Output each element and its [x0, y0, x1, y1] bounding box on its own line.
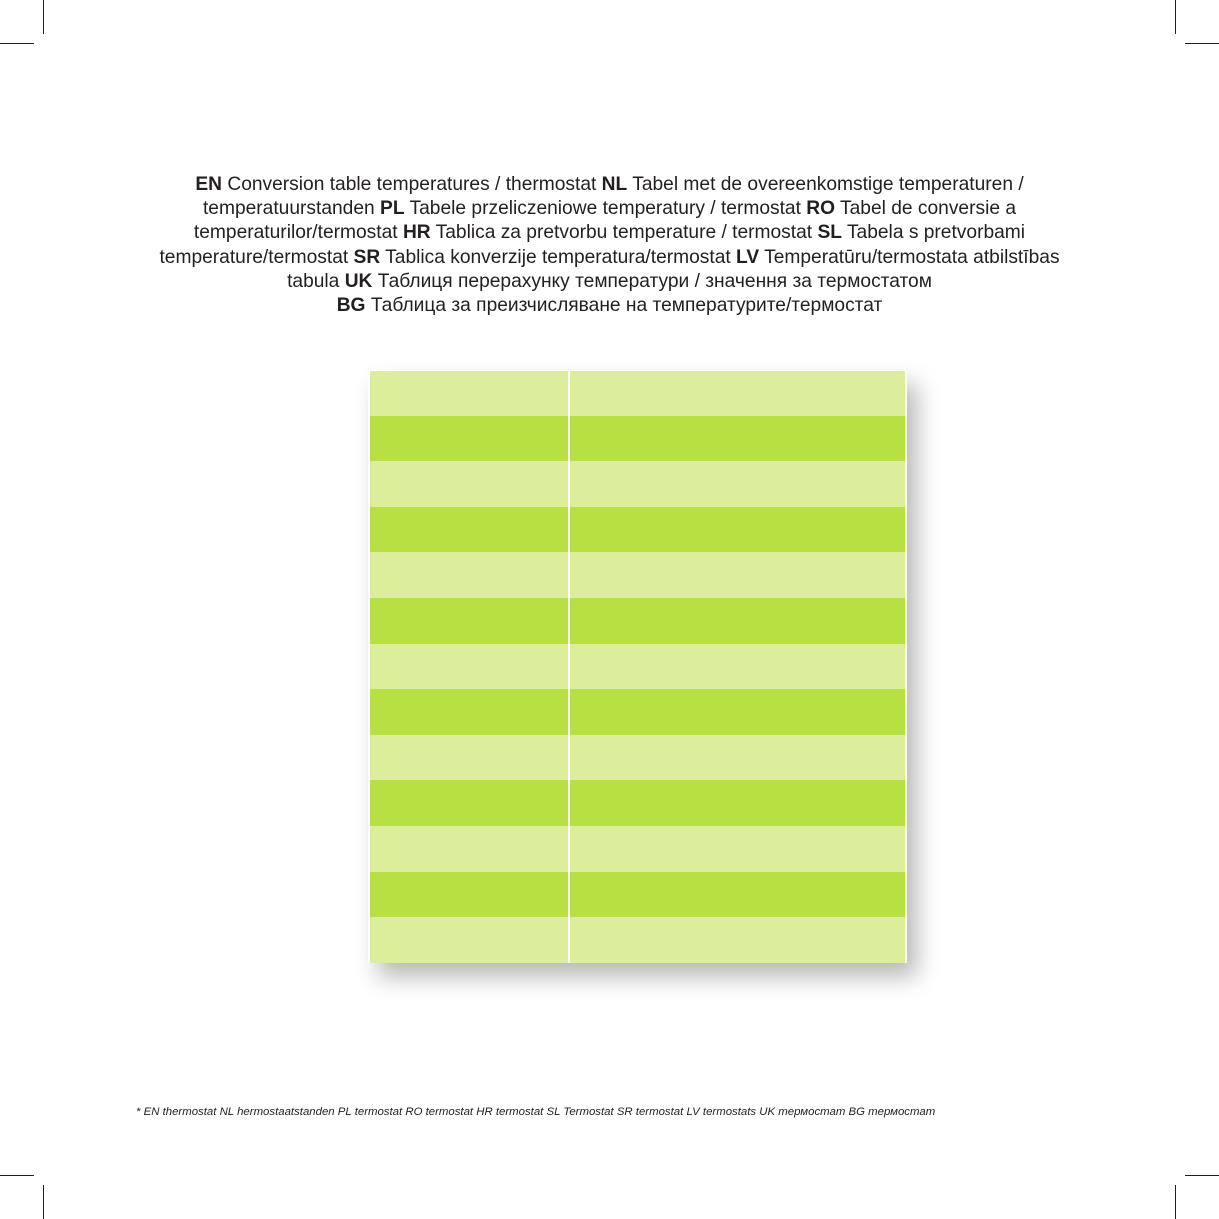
- title-text: Таблиця перерахунку температури / значення за термостатом: [372, 270, 932, 292]
- footnote-text: termostat: [351, 1106, 406, 1118]
- crop-mark: [43, 1185, 44, 1219]
- table-row: [368, 507, 907, 553]
- language-code: SL: [546, 1106, 561, 1118]
- language-code: UK: [759, 1106, 776, 1118]
- language-code: SR: [353, 246, 381, 268]
- crop-mark: [43, 0, 44, 34]
- language-code: BG: [336, 295, 366, 317]
- footnote-text: termostats: [699, 1106, 760, 1118]
- title-text: Tablica za pretvorbu temperature / termostat: [430, 222, 818, 244]
- footnote-text: hermostaatstanden: [233, 1106, 338, 1118]
- language-code: UK: [344, 270, 373, 292]
- title-text: Таблица за преизчисляване на температурите/термостат: [365, 295, 883, 317]
- temperature-cell: [370, 872, 568, 918]
- language-code: PL: [380, 198, 405, 220]
- language-code: PL: [337, 1106, 352, 1118]
- table-row: [368, 552, 907, 598]
- temperature-cell: [370, 826, 568, 872]
- thermostat-cell: [570, 371, 905, 416]
- conversion-table: [368, 370, 907, 963]
- thermostat-cell: [570, 917, 905, 963]
- footnote-text: термостат: [775, 1106, 849, 1118]
- title-text: Tabela s pretvorbami temperature/termostat: [159, 222, 1026, 268]
- table-row: [368, 644, 907, 690]
- table-row: [368, 598, 907, 644]
- temperature-cell: [370, 552, 568, 598]
- temperature-cell: [370, 917, 568, 963]
- title-text: Tabel met de overeenkomstige temperaturen / temperatuurstanden: [202, 174, 1024, 220]
- thermostat-cell: [570, 826, 905, 872]
- thermostat-cell: [570, 735, 905, 781]
- thermostat-cell: [570, 780, 905, 826]
- title-text: Conversion table temperatures / thermostat: [222, 174, 602, 195]
- language-code: RO: [405, 1106, 423, 1118]
- language-code: HR: [476, 1106, 493, 1118]
- footnote-text: thermostat: [159, 1106, 220, 1118]
- thermostat-cell: [570, 552, 905, 598]
- title-text: Temperatūru/termostata atbilstības tabula: [287, 246, 1060, 292]
- language-code: SL: [817, 222, 842, 244]
- table-row: [368, 461, 907, 507]
- crop-mark: [1185, 43, 1219, 44]
- table-row: [368, 780, 907, 826]
- temperature-cell: [370, 644, 568, 690]
- table-row: [368, 416, 907, 462]
- temperature-cell: [370, 735, 568, 781]
- temperature-cell: [370, 461, 568, 507]
- temperature-cell: [370, 371, 568, 416]
- language-code: LV: [686, 1106, 700, 1118]
- table-row: [368, 370, 907, 416]
- crop-mark: [0, 43, 34, 44]
- thermostat-cell: [570, 507, 905, 553]
- language-code: NL: [219, 1106, 234, 1118]
- language-code: RO: [806, 198, 836, 220]
- temperature-cell: [370, 689, 568, 735]
- table-row: [368, 735, 907, 781]
- temperature-cell: [370, 507, 568, 553]
- table-row: [368, 872, 907, 918]
- footnote-text: termostat: [422, 1106, 477, 1118]
- title-text: Tabele przeliczeniowe temperatury / termostat: [404, 198, 807, 220]
- thermostat-cell: [570, 644, 905, 690]
- language-code: EN: [195, 174, 222, 195]
- footnote-text: termostat: [492, 1106, 547, 1118]
- thermostat-cell: [570, 598, 905, 644]
- language-code: HR: [402, 222, 431, 244]
- temperature-cell: [370, 598, 568, 644]
- language-code: LV: [736, 246, 760, 268]
- footnote-text: Termostat: [560, 1106, 617, 1118]
- crop-mark: [0, 1175, 34, 1176]
- page-title: [150, 173, 1069, 318]
- language-code: NL: [601, 174, 628, 195]
- crop-mark: [1175, 1185, 1176, 1219]
- temperature-cell: [370, 780, 568, 826]
- footnote: [136, 1106, 1096, 1118]
- table-row: [368, 917, 907, 963]
- thermostat-cell: [570, 689, 905, 735]
- thermostat-cell: [570, 461, 905, 507]
- title-text: Tablica konverzije temperatura/termostat: [380, 246, 737, 268]
- footnote-marker: *: [136, 1106, 144, 1118]
- table-row: [368, 689, 907, 735]
- language-code: EN: [143, 1106, 160, 1118]
- table-row: [368, 826, 907, 872]
- thermostat-cell: [570, 872, 905, 918]
- footnote-text: термостат: [864, 1106, 936, 1118]
- temperature-cell: [370, 416, 568, 462]
- title-text: Tabel de conversie a temperaturilor/termostat: [193, 198, 1017, 244]
- thermostat-cell: [570, 416, 905, 462]
- crop-mark: [1185, 1175, 1219, 1176]
- language-code: SR: [616, 1106, 633, 1118]
- footnote-text: termostat: [632, 1106, 687, 1118]
- crop-mark: [1175, 0, 1176, 34]
- language-code: BG: [848, 1106, 865, 1118]
